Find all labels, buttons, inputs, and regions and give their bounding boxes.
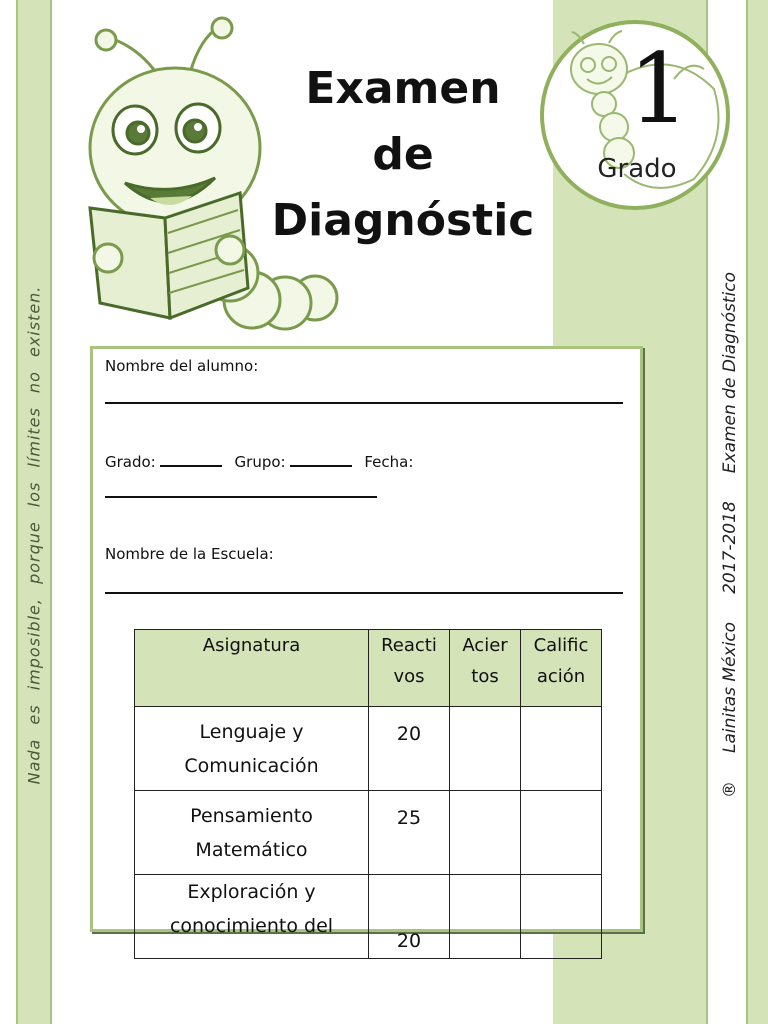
row-grade-cell[interactable] [521,707,602,791]
row-subject: Exploración y conocimiento del [135,875,369,959]
date-field[interactable] [105,496,377,498]
exam-title-vertical: Examen de Diagnóstico [720,271,740,474]
row-items: 20 [369,707,450,791]
student-name-label: Nombre del alumno: [105,357,259,375]
group-field-label: Grupo: [234,453,286,471]
grade-group-date-row [105,451,413,471]
right-vertical-caption [720,258,740,812]
table-header-row [135,630,602,707]
title-line-2: de [372,129,434,180]
table-row [135,875,602,959]
row-grade-cell[interactable] [521,791,602,875]
row-correct-cell[interactable] [450,791,521,875]
student-name-field[interactable] [105,402,623,404]
table-row [135,791,602,875]
row-grade-cell[interactable] [521,875,602,959]
title-line-1: Examen [305,63,501,114]
exam-title [258,56,548,254]
table-row [135,707,602,791]
row-correct-cell[interactable] [450,707,521,791]
student-info-form [90,346,643,952]
row-items: 20 [369,875,450,959]
grade-number: 1 [628,33,690,145]
scores-table [134,629,602,959]
header-correct: Acier tos [450,630,521,707]
grade-field-label: Grado: [105,453,156,471]
header-grade: Calific ación [521,630,602,707]
school-name-label: Nombre de la Escuela: [105,545,274,563]
row-subject: Pensamiento Matemático [135,791,369,875]
row-items: 25 [369,791,450,875]
grade-label: Grado [597,154,677,184]
header-subject: Asignatura [135,630,369,707]
grade-field[interactable] [160,451,222,467]
group-field[interactable] [290,451,352,467]
school-name-field[interactable] [105,592,623,594]
publisher-name: Lainitas México [720,621,740,754]
header-items: Reacti vos [369,630,450,707]
school-year: 2017-2018 [720,501,740,594]
date-field-label: Fecha: [364,453,414,471]
row-subject: Lenguaje y Comunicación [135,707,369,791]
title-line-3: Diagnóstic [271,195,535,246]
left-motto: Nada es imposible, porque los límites no existen. [24,285,44,785]
row-correct-cell[interactable] [450,875,521,959]
copyright-symbol: ® [720,781,740,799]
grade-badge [540,20,730,210]
